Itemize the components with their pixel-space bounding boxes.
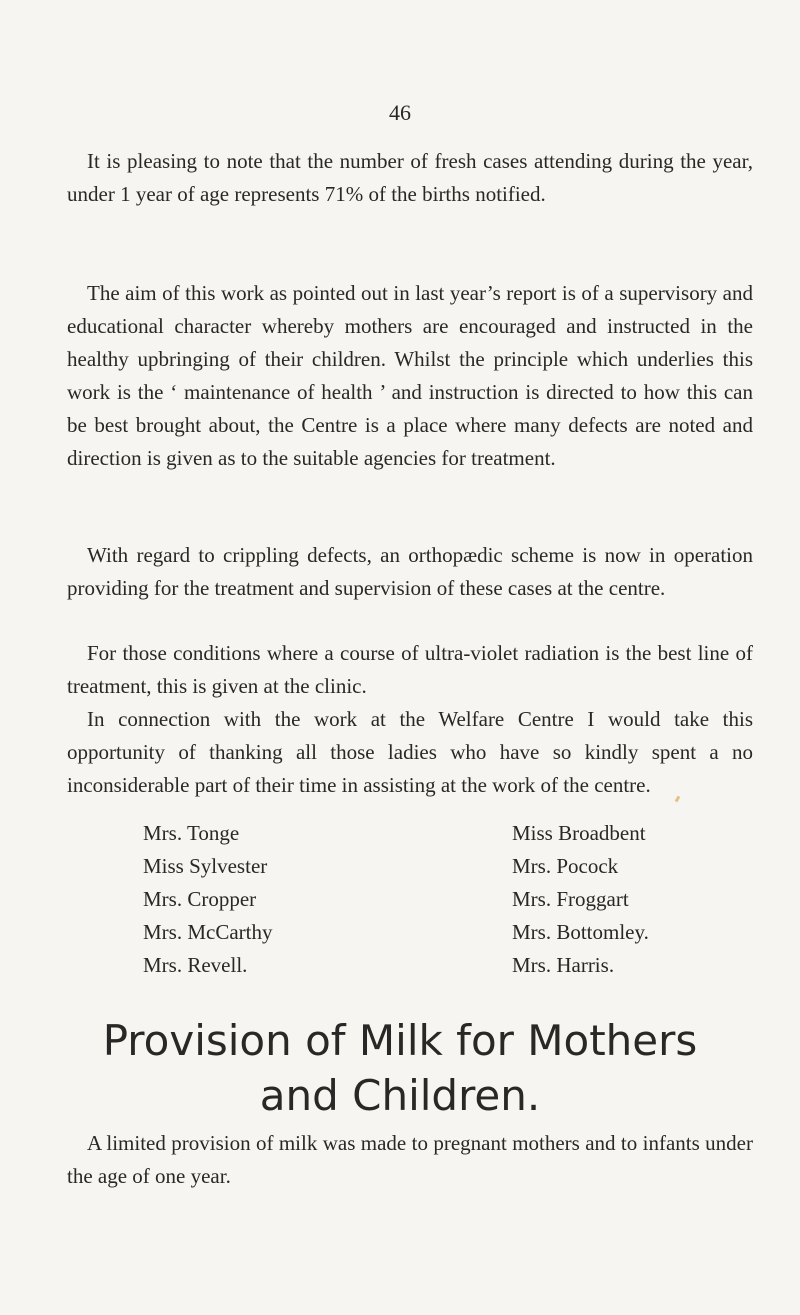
paragraph-aim-of-work: The aim of this work as pointed out in last year’s report is of a supervisory and educational character whereby mothers are encouraged and instructed in the healthy upbringing of their children. Whilst the principle which underlies this work is the ‘ maintenance of health ’ and instruction is directed to how this can be best brought about, the Centre is a place where many defects are noted and direction is given as to the suitable agencies for treatment. — [67, 281, 753, 470]
names-list-right — [512, 817, 649, 982]
names-list-left — [143, 817, 273, 982]
name-item: Mrs. Pocock — [512, 854, 619, 878]
paragraph-milk-provision: A limited provision of milk was made to pregnant mothers and to infants under the age of one year. — [67, 1131, 753, 1188]
name-item: Mrs. Harris. — [512, 953, 615, 977]
name-item: Mrs. Revell. — [143, 953, 248, 977]
section-heading-line-2: and Children. — [259, 1071, 541, 1120]
paragraph-thanks: In connection with the work at the Welfare Centre I would take this opportunity of thanking all those ladies who have so kindly spent a no inconsiderable part of their time in assisting at the work of the centre. — [67, 707, 753, 797]
section-heading-line-1: Provision of Milk for Mothers — [102, 1016, 698, 1065]
paragraph-orthopaedic-scheme: With regard to crippling defects, an orthopædic scheme is now in operation providing for the treatment and supervision of these cases at the centre. — [67, 543, 753, 600]
name-item: Mrs. McCarthy — [143, 920, 273, 944]
name-item: Mrs. Froggart — [512, 887, 629, 911]
name-item: Miss Broadbent — [512, 821, 646, 845]
paragraph-ultra-violet: For those conditions where a course of ultra-violet radiation is the best line of treatment, this is given at the clinic. — [67, 641, 753, 698]
name-item: Mrs. Cropper — [143, 887, 257, 911]
page-number: 46 — [389, 100, 411, 125]
paragraph-fresh-cases: It is pleasing to note that the number of fresh cases attending during the year, under 1 year of age represents 71% of the births notified. — [67, 149, 753, 206]
name-item: Miss Sylvester — [143, 854, 268, 878]
name-item: Mrs. Bottomley. — [512, 920, 649, 944]
name-item: Mrs. Tonge — [143, 821, 240, 845]
